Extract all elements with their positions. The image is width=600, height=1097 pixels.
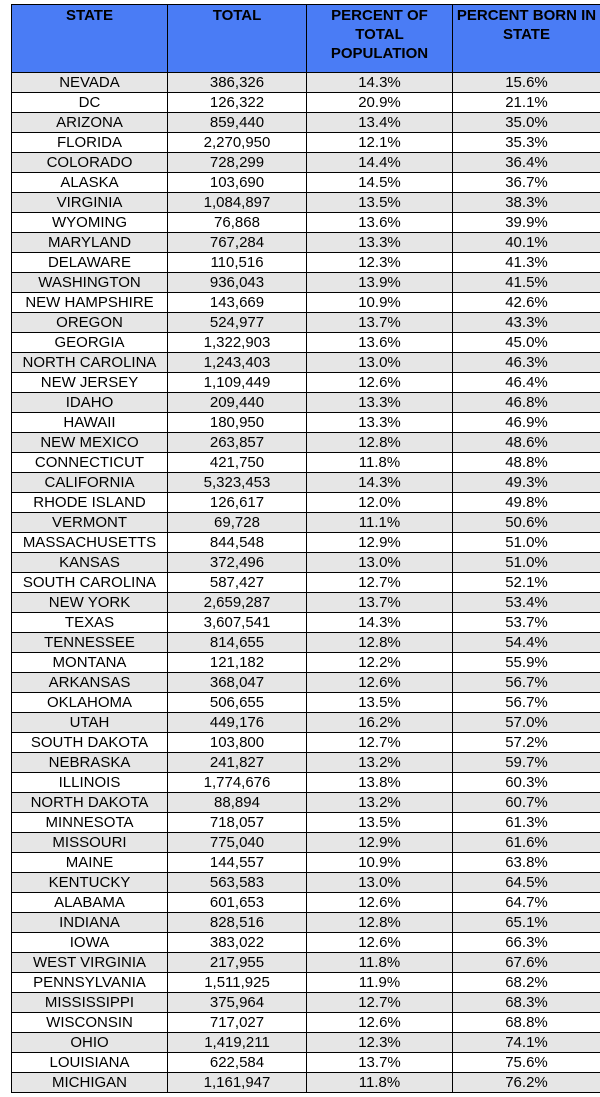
cell-total: 76,868 (168, 213, 307, 233)
cell-state: COLORADO (12, 153, 168, 173)
cell-state: IOWA (12, 933, 168, 953)
data-table (11, 4, 600, 1093)
cell-percent-total-population: 12.6% (307, 893, 453, 913)
cell-state: IDAHO (12, 393, 168, 413)
cell-state: KENTUCKY (12, 873, 168, 893)
cell-total: 622,584 (168, 1053, 307, 1073)
cell-percent-born-in-state: 49.3% (453, 473, 600, 493)
cell-percent-born-in-state: 35.3% (453, 133, 600, 153)
cell-percent-total-population: 12.8% (307, 633, 453, 653)
cell-percent-born-in-state: 42.6% (453, 293, 600, 313)
cell-total: 1,322,903 (168, 333, 307, 353)
cell-percent-born-in-state: 36.7% (453, 173, 600, 193)
table-row (12, 273, 600, 293)
cell-percent-total-population: 11.8% (307, 953, 453, 973)
cell-state: TENNESSEE (12, 633, 168, 653)
table-row (12, 173, 600, 193)
cell-state: ILLINOIS (12, 773, 168, 793)
cell-state: NEW MEXICO (12, 433, 168, 453)
cell-total: 449,176 (168, 713, 307, 733)
table-row (12, 753, 600, 773)
cell-total: 368,047 (168, 673, 307, 693)
cell-percent-born-in-state: 53.7% (453, 613, 600, 633)
cell-state: WISCONSIN (12, 1013, 168, 1033)
cell-total: 717,027 (168, 1013, 307, 1033)
table-row (12, 833, 600, 853)
cell-percent-total-population: 13.0% (307, 873, 453, 893)
cell-percent-born-in-state: 15.6% (453, 73, 600, 93)
table-row (12, 353, 600, 373)
header-percent-born-in-state: PERCENT BORN IN STATE (453, 5, 600, 73)
cell-state: INDIANA (12, 913, 168, 933)
cell-percent-born-in-state: 46.4% (453, 373, 600, 393)
cell-total: 1,774,676 (168, 773, 307, 793)
cell-percent-born-in-state: 61.6% (453, 833, 600, 853)
cell-total: 1,109,449 (168, 373, 307, 393)
cell-percent-born-in-state: 51.0% (453, 553, 600, 573)
cell-percent-born-in-state: 39.9% (453, 213, 600, 233)
cell-total: 180,950 (168, 413, 307, 433)
cell-state: MONTANA (12, 653, 168, 673)
cell-percent-born-in-state: 56.7% (453, 693, 600, 713)
cell-total: 144,557 (168, 853, 307, 873)
table-row (12, 933, 600, 953)
cell-percent-total-population: 13.2% (307, 793, 453, 813)
cell-percent-total-population: 12.1% (307, 133, 453, 153)
cell-percent-total-population: 12.8% (307, 433, 453, 453)
cell-state: FLORIDA (12, 133, 168, 153)
table-row (12, 673, 600, 693)
cell-state: SOUTH CAROLINA (12, 573, 168, 593)
table-row (12, 733, 600, 753)
cell-percent-total-population: 10.9% (307, 293, 453, 313)
cell-percent-total-population: 11.8% (307, 1073, 453, 1093)
cell-total: 383,022 (168, 933, 307, 953)
table-row (12, 193, 600, 213)
cell-percent-total-population: 11.1% (307, 513, 453, 533)
cell-percent-born-in-state: 55.9% (453, 653, 600, 673)
table-row (12, 1013, 600, 1033)
table-row (12, 253, 600, 273)
cell-total: 103,800 (168, 733, 307, 753)
cell-percent-total-population: 12.3% (307, 1033, 453, 1053)
cell-state: NEW JERSEY (12, 373, 168, 393)
cell-percent-total-population: 13.3% (307, 233, 453, 253)
cell-percent-born-in-state: 54.4% (453, 633, 600, 653)
cell-percent-total-population: 12.2% (307, 653, 453, 673)
cell-percent-born-in-state: 45.0% (453, 333, 600, 353)
cell-state: HAWAII (12, 413, 168, 433)
cell-percent-total-population: 14.3% (307, 473, 453, 493)
cell-total: 844,548 (168, 533, 307, 553)
cell-percent-total-population: 12.6% (307, 373, 453, 393)
cell-total: 2,659,287 (168, 593, 307, 613)
cell-total: 767,284 (168, 233, 307, 253)
cell-percent-born-in-state: 53.4% (453, 593, 600, 613)
cell-state: UTAH (12, 713, 168, 733)
cell-percent-total-population: 13.8% (307, 773, 453, 793)
table-row (12, 213, 600, 233)
header-state: STATE (12, 5, 168, 73)
cell-state: VERMONT (12, 513, 168, 533)
cell-state: WEST VIRGINIA (12, 953, 168, 973)
cell-percent-total-population: 13.9% (307, 273, 453, 293)
cell-state: KANSAS (12, 553, 168, 573)
cell-total: 2,270,950 (168, 133, 307, 153)
table-row (12, 993, 600, 1013)
cell-percent-total-population: 12.9% (307, 533, 453, 553)
cell-state: ALASKA (12, 173, 168, 193)
cell-percent-born-in-state: 35.0% (453, 113, 600, 133)
table-row (12, 493, 600, 513)
cell-percent-born-in-state: 48.8% (453, 453, 600, 473)
cell-state: OKLAHOMA (12, 693, 168, 713)
table-row (12, 573, 600, 593)
cell-percent-total-population: 13.5% (307, 693, 453, 713)
cell-total: 859,440 (168, 113, 307, 133)
cell-percent-total-population: 12.7% (307, 733, 453, 753)
cell-percent-total-population: 13.6% (307, 333, 453, 353)
cell-state: MASSACHUSETTS (12, 533, 168, 553)
cell-total: 217,955 (168, 953, 307, 973)
data-table-container (11, 4, 600, 1093)
cell-percent-total-population: 12.6% (307, 673, 453, 693)
table-row (12, 633, 600, 653)
cell-percent-total-population: 12.6% (307, 1013, 453, 1033)
cell-total: 936,043 (168, 273, 307, 293)
cell-percent-born-in-state: 60.3% (453, 773, 600, 793)
cell-state: WYOMING (12, 213, 168, 233)
cell-percent-total-population: 12.8% (307, 913, 453, 933)
cell-percent-born-in-state: 57.2% (453, 733, 600, 753)
cell-state: NORTH CAROLINA (12, 353, 168, 373)
table-row (12, 293, 600, 313)
cell-percent-total-population: 13.7% (307, 593, 453, 613)
table-row (12, 873, 600, 893)
cell-total: 126,617 (168, 493, 307, 513)
cell-state: DC (12, 93, 168, 113)
cell-percent-total-population: 12.0% (307, 493, 453, 513)
cell-percent-born-in-state: 66.3% (453, 933, 600, 953)
cell-percent-born-in-state: 40.1% (453, 233, 600, 253)
cell-percent-born-in-state: 61.3% (453, 813, 600, 833)
table-row (12, 413, 600, 433)
cell-total: 209,440 (168, 393, 307, 413)
cell-total: 103,690 (168, 173, 307, 193)
cell-percent-total-population: 12.9% (307, 833, 453, 853)
table-row (12, 373, 600, 393)
table-row (12, 233, 600, 253)
cell-percent-born-in-state: 60.7% (453, 793, 600, 813)
cell-state: GEORGIA (12, 333, 168, 353)
cell-total: 601,653 (168, 893, 307, 913)
table-row (12, 893, 600, 913)
table-row (12, 533, 600, 553)
cell-state: MAINE (12, 853, 168, 873)
cell-total: 126,322 (168, 93, 307, 113)
cell-total: 1,511,925 (168, 973, 307, 993)
cell-state: ARIZONA (12, 113, 168, 133)
table-row (12, 913, 600, 933)
table-row (12, 813, 600, 833)
header-total: TOTAL (168, 5, 307, 73)
cell-percent-born-in-state: 74.1% (453, 1033, 600, 1053)
cell-percent-born-in-state: 64.7% (453, 893, 600, 913)
cell-percent-born-in-state: 68.2% (453, 973, 600, 993)
cell-state: MISSISSIPPI (12, 993, 168, 1013)
cell-state: TEXAS (12, 613, 168, 633)
table-row (12, 473, 600, 493)
cell-percent-born-in-state: 75.6% (453, 1053, 600, 1073)
cell-percent-born-in-state: 38.3% (453, 193, 600, 213)
cell-percent-born-in-state: 51.0% (453, 533, 600, 553)
cell-percent-total-population: 13.0% (307, 553, 453, 573)
cell-state: NEW YORK (12, 593, 168, 613)
table-row (12, 653, 600, 673)
cell-total: 88,894 (168, 793, 307, 813)
table-row (12, 513, 600, 533)
cell-percent-born-in-state: 56.7% (453, 673, 600, 693)
cell-percent-born-in-state: 21.1% (453, 93, 600, 113)
cell-total: 375,964 (168, 993, 307, 1013)
cell-total: 372,496 (168, 553, 307, 573)
cell-percent-born-in-state: 68.8% (453, 1013, 600, 1033)
cell-percent-born-in-state: 41.3% (453, 253, 600, 273)
table-row (12, 433, 600, 453)
cell-state: RHODE ISLAND (12, 493, 168, 513)
cell-total: 587,427 (168, 573, 307, 593)
cell-state: PENNSYLVANIA (12, 973, 168, 993)
table-row (12, 313, 600, 333)
table-row (12, 333, 600, 353)
cell-state: MICHIGAN (12, 1073, 168, 1093)
cell-percent-total-population: 14.3% (307, 73, 453, 93)
cell-percent-total-population: 10.9% (307, 853, 453, 873)
cell-percent-total-population: 11.9% (307, 973, 453, 993)
cell-percent-born-in-state: 52.1% (453, 573, 600, 593)
table-row (12, 953, 600, 973)
cell-total: 524,977 (168, 313, 307, 333)
cell-state: CALIFORNIA (12, 473, 168, 493)
cell-state: MISSOURI (12, 833, 168, 853)
cell-percent-total-population: 16.2% (307, 713, 453, 733)
cell-total: 5,323,453 (168, 473, 307, 493)
table-row (12, 153, 600, 173)
cell-percent-total-population: 12.7% (307, 993, 453, 1013)
cell-percent-born-in-state: 68.3% (453, 993, 600, 1013)
table-row (12, 93, 600, 113)
table-row (12, 713, 600, 733)
cell-state: LOUISIANA (12, 1053, 168, 1073)
table-row (12, 453, 600, 473)
table-row (12, 613, 600, 633)
cell-state: NEBRASKA (12, 753, 168, 773)
cell-state: NEVADA (12, 73, 168, 93)
cell-percent-total-population: 13.6% (307, 213, 453, 233)
table-row (12, 793, 600, 813)
cell-total: 143,669 (168, 293, 307, 313)
cell-state: MARYLAND (12, 233, 168, 253)
cell-percent-born-in-state: 46.3% (453, 353, 600, 373)
cell-state: ALABAMA (12, 893, 168, 913)
cell-percent-total-population: 13.7% (307, 1053, 453, 1073)
cell-percent-born-in-state: 36.4% (453, 153, 600, 173)
cell-state: NORTH DAKOTA (12, 793, 168, 813)
table-row (12, 1073, 600, 1093)
cell-percent-total-population: 14.5% (307, 173, 453, 193)
cell-percent-total-population: 12.6% (307, 933, 453, 953)
cell-percent-born-in-state: 46.8% (453, 393, 600, 413)
cell-total: 69,728 (168, 513, 307, 533)
cell-percent-born-in-state: 59.7% (453, 753, 600, 773)
cell-total: 421,750 (168, 453, 307, 473)
table-row (12, 1033, 600, 1053)
cell-total: 1,161,947 (168, 1073, 307, 1093)
cell-percent-total-population: 13.3% (307, 393, 453, 413)
cell-total: 506,655 (168, 693, 307, 713)
cell-total: 828,516 (168, 913, 307, 933)
cell-state: WASHINGTON (12, 273, 168, 293)
cell-percent-total-population: 13.2% (307, 753, 453, 773)
cell-total: 263,857 (168, 433, 307, 453)
cell-percent-born-in-state: 57.0% (453, 713, 600, 733)
cell-percent-born-in-state: 49.8% (453, 493, 600, 513)
table-row (12, 853, 600, 873)
table-row (12, 593, 600, 613)
cell-total: 3,607,541 (168, 613, 307, 633)
table-row (12, 1053, 600, 1073)
cell-percent-born-in-state: 50.6% (453, 513, 600, 533)
cell-state: OHIO (12, 1033, 168, 1053)
table-row (12, 113, 600, 133)
cell-state: VIRGINIA (12, 193, 168, 213)
cell-percent-born-in-state: 76.2% (453, 1073, 600, 1093)
cell-percent-total-population: 13.5% (307, 813, 453, 833)
table-body (12, 73, 600, 1093)
header-percent-total-population: PERCENT OF TOTAL POPULATION (307, 5, 453, 73)
cell-state: MINNESOTA (12, 813, 168, 833)
cell-state: SOUTH DAKOTA (12, 733, 168, 753)
table-row (12, 393, 600, 413)
cell-percent-born-in-state: 48.6% (453, 433, 600, 453)
cell-percent-born-in-state: 46.9% (453, 413, 600, 433)
cell-total: 386,326 (168, 73, 307, 93)
cell-total: 728,299 (168, 153, 307, 173)
cell-total: 1,243,403 (168, 353, 307, 373)
cell-percent-born-in-state: 65.1% (453, 913, 600, 933)
cell-total: 775,040 (168, 833, 307, 853)
table-row (12, 693, 600, 713)
cell-percent-total-population: 14.3% (307, 613, 453, 633)
cell-percent-born-in-state: 63.8% (453, 853, 600, 873)
cell-percent-total-population: 13.0% (307, 353, 453, 373)
cell-total: 1,084,897 (168, 193, 307, 213)
table-row (12, 973, 600, 993)
cell-state: ARKANSAS (12, 673, 168, 693)
cell-total: 241,827 (168, 753, 307, 773)
cell-total: 718,057 (168, 813, 307, 833)
table-row (12, 73, 600, 93)
table-header (12, 5, 600, 73)
table-row (12, 133, 600, 153)
cell-percent-born-in-state: 41.5% (453, 273, 600, 293)
cell-state: NEW HAMPSHIRE (12, 293, 168, 313)
cell-percent-total-population: 13.7% (307, 313, 453, 333)
cell-total: 110,516 (168, 253, 307, 273)
cell-state: CONNECTICUT (12, 453, 168, 473)
cell-percent-total-population: 12.3% (307, 253, 453, 273)
cell-total: 563,583 (168, 873, 307, 893)
cell-state: DELAWARE (12, 253, 168, 273)
cell-percent-born-in-state: 43.3% (453, 313, 600, 333)
cell-percent-total-population: 13.5% (307, 193, 453, 213)
cell-percent-total-population: 20.9% (307, 93, 453, 113)
cell-percent-born-in-state: 67.6% (453, 953, 600, 973)
header-row (12, 5, 600, 73)
table-row (12, 773, 600, 793)
cell-total: 814,655 (168, 633, 307, 653)
cell-percent-total-population: 12.7% (307, 573, 453, 593)
cell-percent-total-population: 13.3% (307, 413, 453, 433)
table-row (12, 553, 600, 573)
cell-percent-total-population: 14.4% (307, 153, 453, 173)
cell-percent-born-in-state: 64.5% (453, 873, 600, 893)
cell-total: 121,182 (168, 653, 307, 673)
cell-percent-total-population: 11.8% (307, 453, 453, 473)
cell-percent-total-population: 13.4% (307, 113, 453, 133)
cell-total: 1,419,211 (168, 1033, 307, 1053)
cell-state: OREGON (12, 313, 168, 333)
